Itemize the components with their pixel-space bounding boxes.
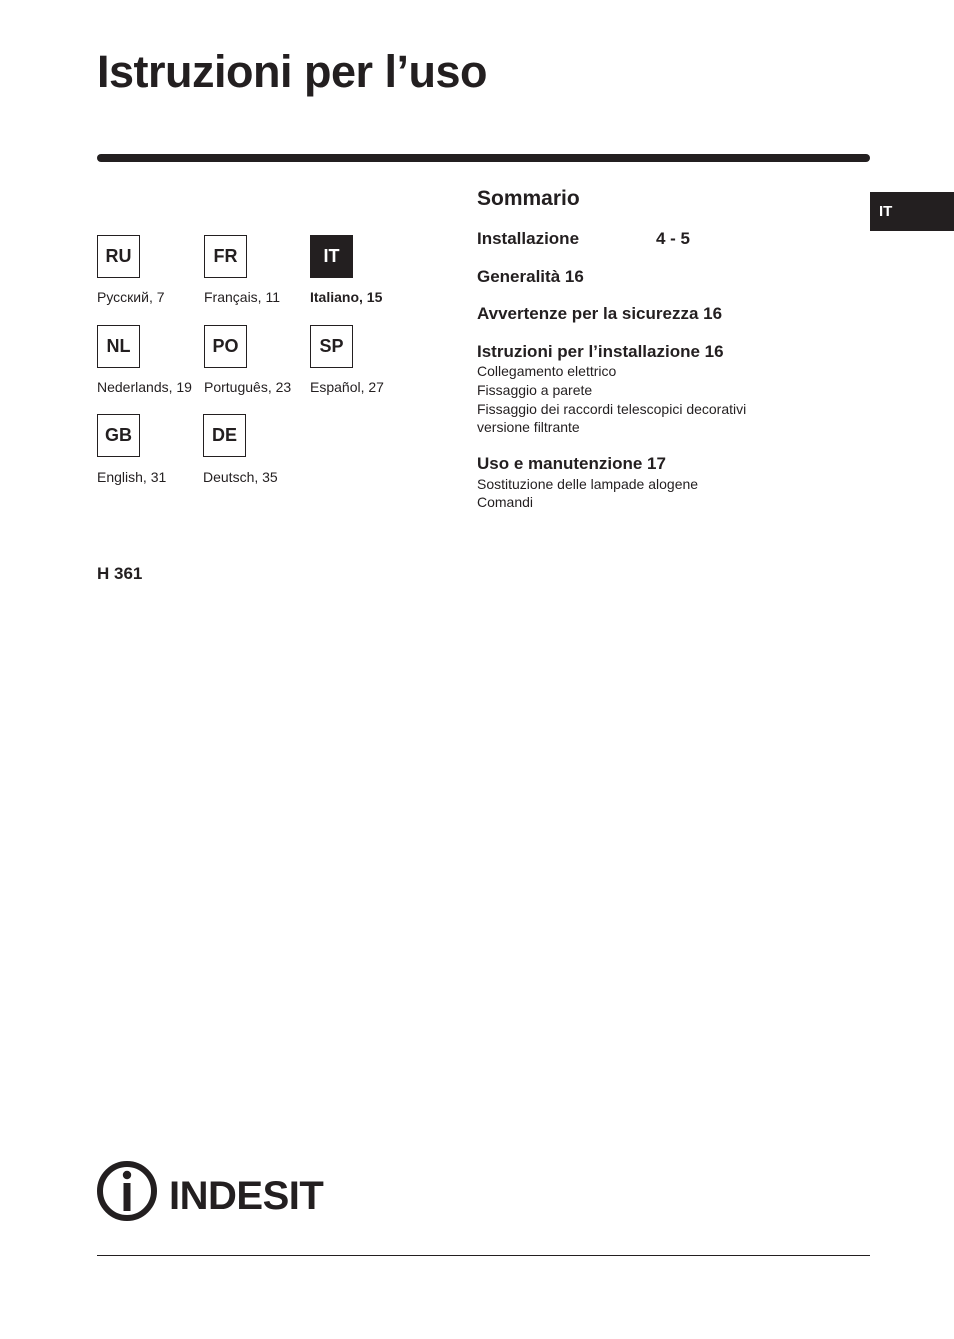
- lang-code-sp: SP: [310, 325, 353, 368]
- toc-item: Sostituzione delle lampade alogene: [477, 476, 699, 492]
- toc-item: versione filtrante: [477, 419, 580, 435]
- lang-code-de: DE: [203, 414, 246, 457]
- toc-item: Fissaggio dei raccordi telescopici decorativi: [477, 401, 747, 417]
- lang-label-fr: Français, 11: [204, 289, 280, 305]
- lang-code-it: IT: [310, 235, 353, 278]
- toc-heading-installazione: Installazione: [477, 229, 580, 248]
- lang-label-nl: Nederlands, 19: [97, 379, 192, 395]
- language-side-tab: IT: [870, 192, 954, 231]
- lang-code-fr: FR: [204, 235, 247, 278]
- brand-wordmark: INDESIT: [169, 1174, 324, 1218]
- lang-code-po: PO: [204, 325, 247, 368]
- model-number: H 361: [97, 564, 143, 583]
- toc-item: Fissaggio a parete: [477, 382, 593, 398]
- lang-code-ru: RU: [97, 235, 140, 278]
- toc-heading-generalita: Generalità 16: [477, 267, 584, 286]
- indesit-logo: [96, 1158, 336, 1229]
- toc-item: Collegamento elettrico: [477, 363, 617, 379]
- toc-heading-avvertenze: Avvertenze per la sicurezza 16: [477, 304, 723, 323]
- toc-pages-installazione: 4 - 5: [656, 229, 691, 248]
- lang-code-nl: NL: [97, 325, 140, 368]
- toc-heading-uso: Uso e manutenzione 17: [477, 454, 666, 473]
- lang-label-gb: English, 31: [97, 469, 167, 485]
- lang-label-sp: Español, 27: [310, 379, 384, 395]
- toc-item: Comandi: [477, 494, 534, 510]
- lang-label-de: Deutsch, 35: [203, 469, 278, 485]
- page-title: Istruzioni per l’uso: [97, 46, 488, 97]
- lang-label-po: Português, 23: [204, 379, 292, 395]
- lang-label-ru: Русский, 7: [97, 289, 165, 305]
- lang-label-it: Italiano, 15: [310, 289, 383, 305]
- lang-code-gb: GB: [97, 414, 140, 457]
- toc-title: Sommario: [477, 187, 580, 210]
- title-rule: [97, 154, 870, 162]
- footer-rule: [97, 1255, 870, 1256]
- toc-heading-istruzioni: Istruzioni per l’installazione 16: [477, 342, 724, 361]
